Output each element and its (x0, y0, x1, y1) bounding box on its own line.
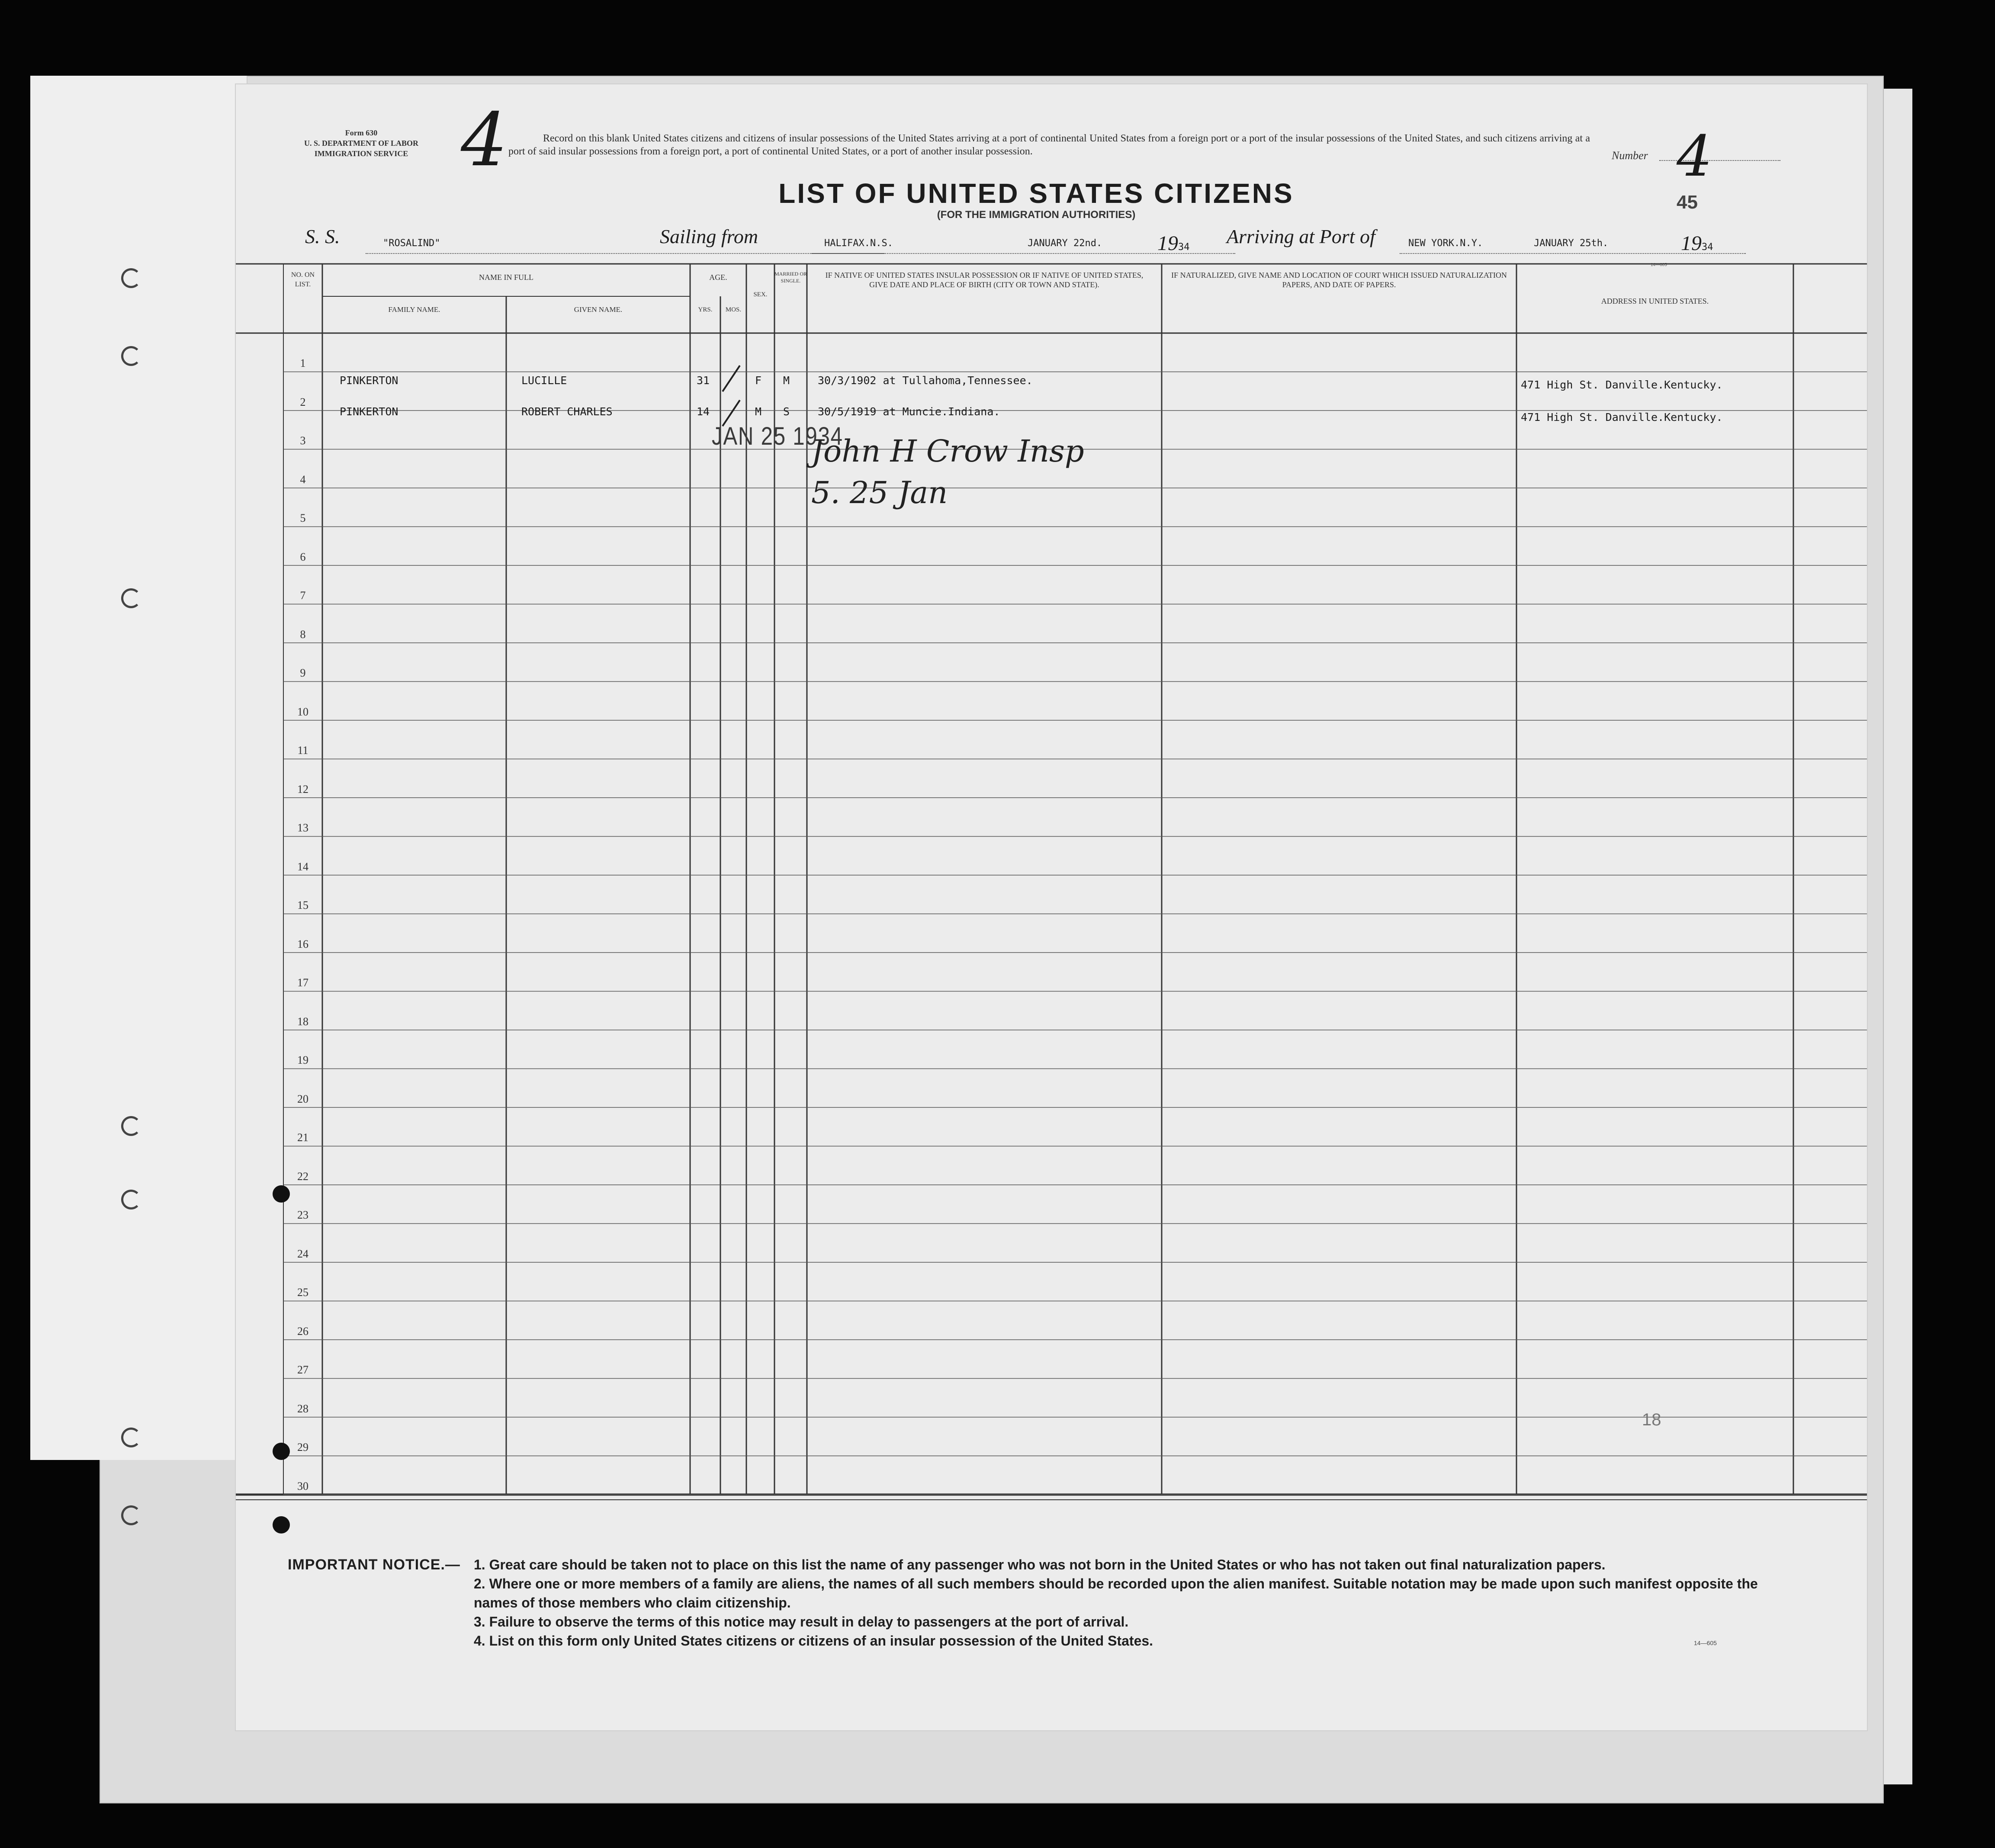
row-number: 1 (300, 357, 306, 369)
row-number: 30 (297, 1479, 308, 1492)
punch-hole (273, 1443, 290, 1460)
row-number: 7 (300, 589, 306, 602)
row-number: 11 (297, 744, 308, 757)
notice-item: 2. Where one or more members of a family are aliens, the names of all such members should be recorded upon the alien manifest. Suitable notation may be made upon such manifest opposite the names of those members who claim citizenship. (474, 1576, 1758, 1611)
signature-line: 5. 25 Jan (811, 475, 948, 510)
row-number: 25 (297, 1286, 308, 1299)
year-value: 34 (1178, 242, 1190, 253)
given-name: ROBERT CHARLES (521, 405, 613, 418)
row-number: 6 (300, 550, 306, 563)
arrival-year (1681, 231, 1713, 255)
row-number: 8 (300, 628, 306, 641)
header-family-name: FAMILY NAME. (388, 305, 440, 314)
page-mark: 18 (1642, 1410, 1661, 1429)
arrival-date: JANUARY 25th. (1534, 238, 1609, 249)
arrival-port: NEW YORK.N.Y. (1408, 238, 1483, 249)
family-name: PINKERTON (340, 374, 398, 387)
notice-item: 1. Great care should be taken not to place on this list the name of any passenger who was not born in the United States or who has not taken out final naturalization papers. (474, 1557, 1606, 1572)
notice-item: 3. Failure to observe the terms of this notice may result in delay to passengers at the port of arrival. (474, 1614, 1129, 1630)
departure-year (1157, 231, 1190, 255)
sailing-label: Sailing from (660, 225, 758, 247)
sex: M (755, 405, 762, 418)
page-number: 45 (1677, 192, 1698, 213)
sex: F (755, 374, 762, 387)
header-mos: MOS. (725, 306, 742, 313)
ship-underline (366, 253, 885, 254)
header-address: ADDRESS IN UNITED STATES. (1601, 297, 1709, 305)
binder-hole (121, 1116, 141, 1136)
punch-hole (273, 1516, 290, 1534)
ditto-marks (718, 361, 753, 430)
inspector-signature (811, 430, 1084, 513)
age-years: 14 (697, 405, 710, 418)
marital-status: M (783, 374, 790, 387)
address: 471 High St. Danville.Kentucky. (1521, 411, 1723, 424)
row-number: 23 (297, 1209, 308, 1221)
row-number: 3 (300, 434, 306, 447)
marital-status: S (783, 405, 790, 418)
binder-hole (121, 268, 141, 288)
page-title: LIST OF UNITED STATES CITIZENS (778, 178, 1294, 209)
row-number: 2 (300, 395, 306, 408)
binder-hole (121, 346, 141, 366)
handwritten-number: 4 (1677, 123, 1712, 189)
service: IMMIGRATION SERVICE (314, 149, 408, 158)
binder-hole (121, 588, 141, 608)
arriving-label: Arriving at Port of (1227, 225, 1375, 247)
row-number: 29 (297, 1441, 308, 1453)
row-number: 24 (297, 1247, 308, 1260)
handwritten-list-number: 4 (461, 97, 508, 183)
row-number: 13 (297, 821, 308, 834)
notice-item: 4. List on this form only United States citizens or citizens of an insular possession of the United States. (474, 1633, 1153, 1649)
row-number: 5 (300, 512, 306, 524)
header-name-in-full: NAME IN FULL (479, 273, 533, 282)
header-naturalized: IF NATURALIZED, GIVE NAME AND LOCATION OF COURT WHICH ISSUED NATURALIZATION PAPERS, AND DATE OF PAPERS. (1171, 271, 1507, 289)
birth-details: 30/5/1919 at Muncie.Indiana. (818, 405, 1000, 418)
header-given-name: GIVEN NAME. (574, 305, 623, 314)
row-number: 19 (297, 1054, 308, 1066)
table-grid (236, 84, 1867, 1730)
row-number: 16 (297, 937, 308, 950)
header-sex: SEX. (753, 291, 768, 298)
year-value: 34 (1702, 242, 1713, 253)
punch-hole (273, 1185, 290, 1203)
header-age: AGE. (709, 273, 727, 282)
given-name: LUCILLE (521, 374, 567, 387)
printer-mark: 14—605 (1651, 263, 1667, 267)
binder-hole (121, 1505, 141, 1525)
row-number: 12 (297, 783, 308, 796)
form-identifier (275, 128, 448, 159)
department: U. S. DEPARTMENT OF LABOR (304, 139, 419, 148)
ship-name: "ROSALIND" (383, 238, 440, 249)
row-number: 20 (297, 1092, 308, 1105)
row-number: 18 (297, 1015, 308, 1028)
form-code: 14—605 (1694, 1639, 1717, 1646)
row-number: 17 (297, 976, 308, 989)
row-number: 28 (297, 1402, 308, 1415)
row-number: 22 (297, 1170, 308, 1183)
notice-heading: IMPORTANT NOTICE.— (288, 1556, 460, 1573)
year-prefix: 19 (1681, 232, 1702, 255)
birth-details: 30/3/1902 at Tullahoma,Tennessee. (818, 374, 1033, 387)
row-number: 10 (297, 705, 308, 718)
form-number: Form 630 (345, 128, 378, 137)
header-yrs: YRS. (698, 306, 713, 313)
departure-date: JANUARY 22nd. (1028, 238, 1102, 249)
ss-label: S. S. (305, 225, 340, 247)
row-number: 21 (297, 1131, 308, 1144)
instructions-text: Record on this blank United States citizens and citizens of insular possessions of the United States arriving at a port of continental United States from a foreign port or a port of the insular possessions of the United States, and such citizens arriving at a port of said insular possessions from a foreign port, a port of continental United States, or a port of another insular possession. (508, 133, 1590, 157)
year-prefix: 19 (1157, 232, 1178, 255)
family-name: PINKERTON (340, 405, 398, 418)
departure-port: HALIFAX.N.S. (824, 238, 893, 249)
header-birth: IF NATIVE OF UNITED STATES INSULAR POSSESSION OR IF NATIVE OF UNITED STATES, GIVE DATE AND PLACE OF BIRTH (CITY OR TOWN AND STATE). (825, 271, 1144, 289)
signature-line: John H Crow Insp (811, 433, 1084, 469)
row-number: 4 (300, 473, 306, 486)
manifest-page (236, 84, 1867, 1730)
header-no: NO. ON LIST. (291, 271, 315, 288)
date-stamp: JAN 25 1934 (712, 422, 843, 450)
binder-hole (121, 1428, 141, 1447)
row-number: 15 (297, 899, 308, 911)
row-number: 26 (297, 1325, 308, 1338)
age-years: 31 (697, 374, 710, 387)
page-subtitle: (FOR THE IMMIGRATION AUTHORITIES) (937, 209, 1136, 221)
header-married: MARRIED OR SINGLE. (774, 271, 807, 284)
binder-hole (121, 1190, 141, 1210)
address: 471 High St. Danville.Kentucky. (1521, 379, 1723, 391)
row-number: 14 (297, 860, 308, 873)
row-number: 9 (300, 667, 306, 679)
number-label: Number (1612, 149, 1648, 162)
row-number: 27 (297, 1364, 308, 1376)
